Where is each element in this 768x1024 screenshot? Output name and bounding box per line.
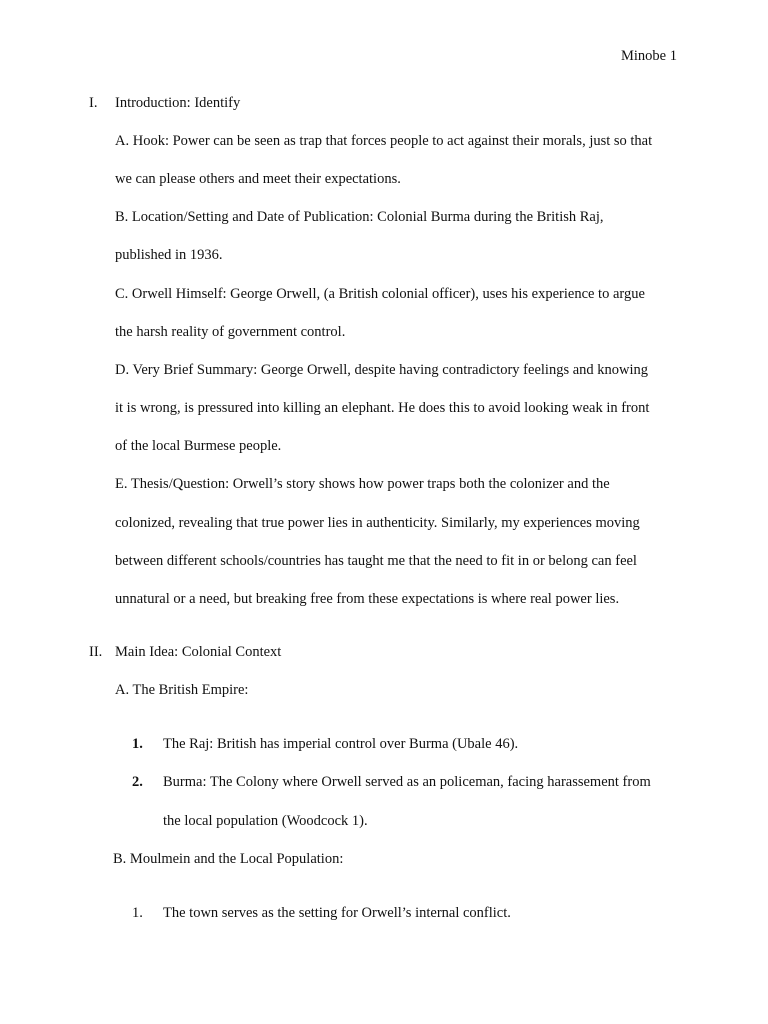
summary-line-1: D. Very Brief Summary: George Orwell, despite having contradictory feelings and knowing [115,362,649,378]
list-item-continuation: the local population (Woodcock 1). [163,813,368,829]
thesis-line-2: colonized, revealing that true power lies in authenticity. Similarly, my experiences moving [115,515,640,531]
summary-line-2: it is wrong, is pressured into killing an elephant. He does this to avoid looking weak in front [115,400,650,416]
hook-line-2: we can please others and meet their expectations. [115,171,401,187]
section-2-title: Main Idea: Colonial Context [115,644,282,660]
section-2-numeral: II. [89,644,103,660]
thesis-line-3: between different schools/countries has taught me that the need to fit in or belong can feel [115,553,637,569]
list-item: The town serves as the setting for Orwell’s internal conflict. [163,905,511,921]
list-item-number: 2. [132,774,143,790]
list-item-number: 1. [132,736,143,752]
thesis-line-4: unnatural or a need, but breaking free from these expectations is where real power lies. [115,591,620,607]
orwell-line-1: C. Orwell Himself: George Orwell, (a British colonial officer), uses his experience to argue [115,286,645,302]
list-item: Burma: The Colony where Orwell served as an policeman, facing harassement from [163,774,651,790]
thesis-line-1: E. Thesis/Question: Orwell’s story shows how power traps both the colonizer and the [115,476,610,492]
section-1-numeral: I. [89,95,98,111]
setting-line-1: B. Location/Setting and Date of Publication: Colonial Burma during the British Raj, [115,209,604,225]
section-1-title: Introduction: Identify [115,95,241,111]
list-item: The Raj: British has imperial control over Burma (Ubale 46). [163,736,519,752]
running-head: Minobe 1 [621,48,677,64]
list-item-number: 1. [132,905,143,921]
hook-line-1: A. Hook: Power can be seen as trap that forces people to act against their morals, just so that [115,133,653,149]
summary-line-3: of the local Burmese people. [115,438,282,454]
orwell-line-2: the harsh reality of government control. [115,324,346,340]
british-empire-heading: A. The British Empire: [115,682,249,698]
setting-line-2: published in 1936. [115,247,223,263]
moulmein-heading: B. Moulmein and the Local Population: [113,851,344,867]
